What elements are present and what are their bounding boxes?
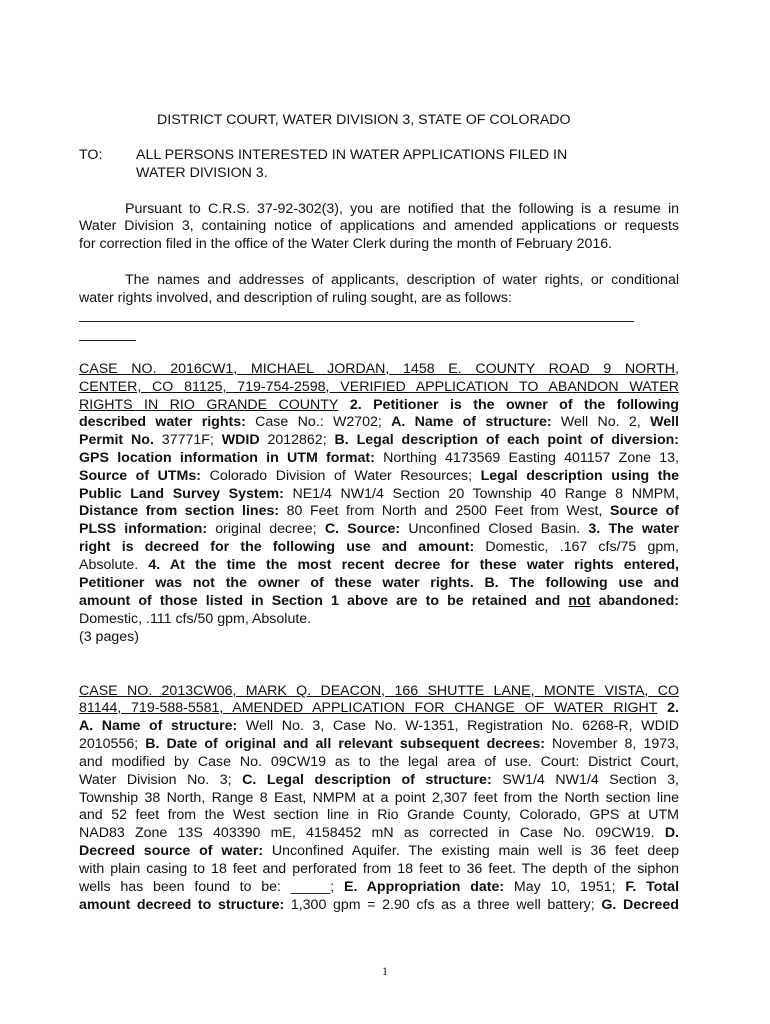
bold-text: Well <box>650 414 679 430</box>
bold-text: amount decreed to structure: <box>79 897 285 913</box>
intro-paragraph-line: for correction filed in the office of the Water Clerk during the month of February 2016. <box>79 236 613 252</box>
case2-heading-tail: 81144, 719-588-5581, AMENDED APPLICATION FOR CHANGE OF WATER RIGHT <box>79 700 658 716</box>
bold-text: GPS location information in UTM format: <box>79 450 375 466</box>
bold-text: 2. <box>657 700 679 716</box>
bold-text: C. Source: <box>324 521 401 537</box>
case1-line: Distance from section lines: 80 Feet from North and 2500 Feet from West, Source of <box>79 503 680 519</box>
bold-text: 2. Petitioner is the owner of the following <box>338 397 679 413</box>
page-number: 1 <box>382 964 388 978</box>
case2-line: and 52 feet from the West section line in Rio Grande County, Colorado, GPS at UTM <box>79 807 679 823</box>
bold-text: WDID <box>221 432 260 448</box>
case2-line: Decreed source of water: Unconfined Aquifer. The existing main well is 36 feet deep <box>79 843 679 859</box>
bold-underlined-text: not <box>568 593 591 609</box>
case2-line: A. Name of structure: Well No. 3, Case No. W-1351, Registration No. 6268-R, WDID <box>79 718 680 734</box>
bold-text: B. Legal description of each point of diversion: <box>334 432 680 448</box>
bold-text: E. Appropriation date: <box>343 879 505 895</box>
case2-line: and modified by Case No. 09CW19 as to the legal area of use. Court: District Court, <box>79 754 679 770</box>
case1-heading-line: CENTER, CO 81125, 719-754-2598, VERIFIED APPLICATION TO ABANDON WATER <box>79 379 679 395</box>
bold-text: Source of UTMs: <box>79 468 201 484</box>
case2-line: 2010556; B. Date of original and all relevant subsequent decrees: November 8, 1973, <box>79 736 679 752</box>
case2-line: wells has been found to be: _____; E. Appropriation date: May 10, 1951; F. Total <box>79 879 680 895</box>
bold-text: G. Decreed <box>601 897 679 913</box>
case2-line <box>79 700 679 718</box>
case1-line <box>79 575 679 593</box>
case2-line: Township 38 North, Range 8 East, NMPM at a point 2,307 feet from the North section line <box>79 790 679 806</box>
case1-line <box>79 397 679 415</box>
case1-line: Domestic, .111 cfs/50 gpm, Absolute. <box>79 611 312 627</box>
case1-line: Source of UTMs: Colorado Division of Water Resources; Legal description using the <box>79 468 679 484</box>
intro-paragraph-line: Water Division 3, containing notice of applications and amended applications or requests <box>79 218 679 234</box>
bold-text: Decreed source of water: <box>79 843 264 859</box>
court-title: DISTRICT COURT, WATER DIVISION 3, STATE OF COLORADO <box>157 112 571 128</box>
case1-line: right is decreed for the following use and amount: Domestic, .167 cfs/75 gpm, <box>79 539 680 555</box>
bold-text: F. Total <box>625 879 680 895</box>
bold-text: right is decreed for the following use and amount: <box>79 539 475 555</box>
bold-text: PLSS information: <box>79 521 208 537</box>
case1-page-count: (3 pages) <box>79 629 139 645</box>
bold-text: B. Date of original and all relevant subsequent decrees: <box>145 736 545 752</box>
bold-text: A. Name of structure: <box>391 414 552 430</box>
bold-text: Legal description using the <box>480 468 679 484</box>
case2-line: NAD83 Zone 13S 403390 mE, 4158452 mN as corrected in Case No. 09CW19. D. <box>79 825 679 841</box>
case1-heading-line: CASE NO. 2016CW1, MICHAEL JORDAN, 1458 E. COUNTY ROAD 9 NORTH, <box>79 361 679 377</box>
case2-line: amount decreed to structure: 1,300 gpm = 2.90 cfs as a three well battery; G. Decreed <box>79 897 679 913</box>
bold-text: Distance from section lines: <box>79 503 280 519</box>
case1-heading-tail: RIGHTS IN RIO GRANDE COUNTY <box>79 397 339 413</box>
bold-text: described water rights: <box>79 414 246 430</box>
bold-text: Petitioner was not the owner of these water rights. B. The following use and <box>79 575 679 591</box>
bold-text: Source of <box>609 503 680 519</box>
intro-paragraph-line: Pursuant to C.R.S. 37-92-302(3), you are notified that the following is a resume in <box>125 201 679 217</box>
bold-text: 4. At the time the most recent decree for these water rights entered, <box>148 557 679 573</box>
bold-text: 3. The water <box>588 521 679 537</box>
bold-text: amount of those listed in Section 1 above are to be retained and <box>79 593 569 609</box>
bold-text: C. Legal description of structure: <box>242 772 492 788</box>
intro-paragraph-line: water rights involved, and description of ruling sought, are as follows: <box>79 290 512 306</box>
case1-line: Permit No. 37771F; WDID 2012862; B. Legal description of each point of diversion: <box>79 432 680 448</box>
case2-line: Water Division No. 3; C. Legal description of structure: SW1/4 NW1/4 Section 3, <box>79 772 679 788</box>
to-label: TO: <box>79 147 103 163</box>
intro-paragraph-line: The names and addresses of applicants, description of water rights, or conditional <box>125 272 679 288</box>
blank-field: _____ <box>290 879 331 895</box>
case2-heading-line: CASE NO. 2013CW06, MARK Q. DEACON, 166 SHUTTE LANE, MONTE VISTA, CO <box>79 683 679 699</box>
case1-line: Absolute. 4. At the time the most recent decree for these water rights entered, <box>79 557 679 573</box>
separator-rule-short <box>79 340 136 341</box>
bold-text: abandoned: <box>590 593 679 609</box>
bold-text: D. <box>664 825 679 841</box>
case1-line: PLSS information: original decree; C. Source: Unconfined Closed Basin. 3. The water <box>79 521 679 537</box>
bold-text: Public Land Survey System: <box>79 486 284 502</box>
case2-line: with plain casing to 18 feet and perforated from 18 feet to 36 feet. The depth of the siphon <box>79 861 679 877</box>
case1-line <box>79 593 679 611</box>
bold-text: Permit No. <box>79 432 154 448</box>
separator-rule <box>79 321 634 322</box>
case1-line: GPS location information in UTM format: Northing 4173569 Easting 401157 Zone 13, <box>79 450 679 466</box>
to-recipients-line1: ALL PERSONS INTERESTED IN WATER APPLICATIONS FILED IN <box>136 147 568 163</box>
case1-line: described water rights: Case No.: W2702; A. Name of structure: Well No. 2, Well <box>79 414 679 430</box>
case1-line: Public Land Survey System: NE1/4 NW1/4 Section 20 Township 40 Range 8 NMPM, <box>79 486 679 502</box>
to-recipients-line2: WATER DIVISION 3. <box>136 165 268 181</box>
bold-text: A. Name of structure: <box>79 718 238 734</box>
